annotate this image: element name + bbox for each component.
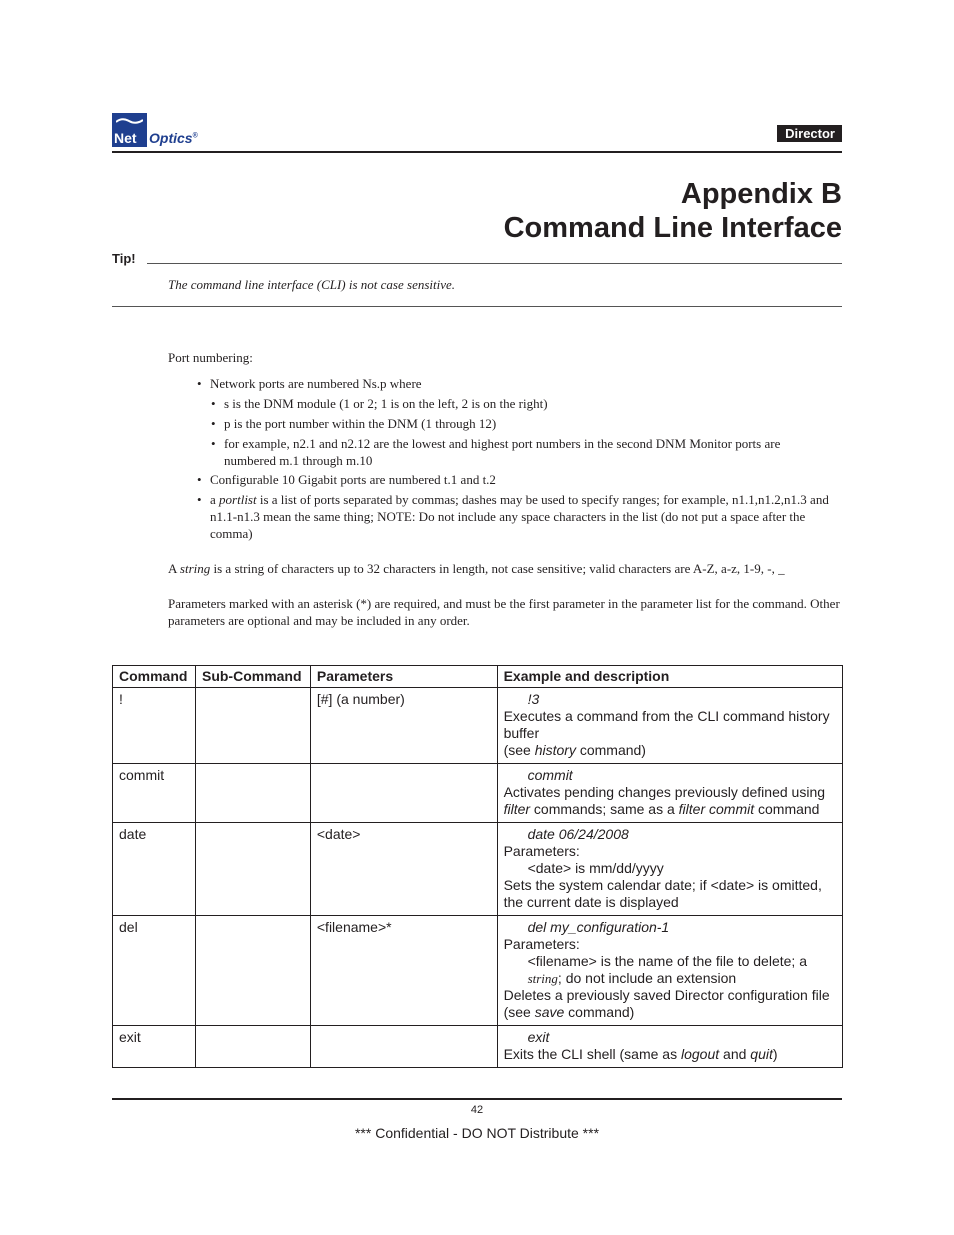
bullet-text: Network ports are numbered Ns.p where xyxy=(210,376,422,391)
page-number: 42 xyxy=(470,1104,484,1116)
table-row xyxy=(113,823,843,916)
parameter-detail-cont: string; do not include an extension xyxy=(527,970,737,986)
col-header-subcommand: Sub-Command xyxy=(195,666,310,688)
footer-rule xyxy=(112,1098,842,1100)
header-rule xyxy=(112,151,842,153)
table-header-row xyxy=(113,666,843,688)
example-text: exit xyxy=(527,1029,550,1045)
table-row xyxy=(113,764,843,823)
cell-subcommand xyxy=(195,916,310,1026)
product-badge: Director xyxy=(777,125,842,142)
bullet-text: Configurable 10 Gigabit ports are numbered t.1 and t.2 xyxy=(210,472,496,487)
logo-net-text: Net xyxy=(114,130,137,146)
parameter-detail: <date> is mm/dd/yyyy xyxy=(527,860,664,876)
cell-command: exit xyxy=(113,1026,196,1068)
title-line-2: Command Line Interface xyxy=(503,212,842,244)
cell-subcommand xyxy=(195,823,310,916)
tip-text: The command line interface (CLI) is not case sensitive. xyxy=(168,277,456,292)
example-text: date 06/24/2008 xyxy=(527,826,629,842)
title-line-1: Appendix B xyxy=(680,178,842,210)
cell-command: del xyxy=(113,916,196,1026)
parameter-detail: <filename> is the name of the file to delete; a xyxy=(527,953,807,969)
parameters-note: Parameters marked with an asterisk (*) are required, and must be the first parameter in the parameter list for the command. Other parameters are optional and may be included in any order. xyxy=(168,596,840,628)
description-text: Executes a command from the CLI command history buffer xyxy=(503,708,830,741)
wave-icon xyxy=(116,117,143,125)
example-text: commit xyxy=(527,767,573,783)
tip-rule-bottom xyxy=(112,306,842,307)
cell-parameters xyxy=(310,764,497,823)
table-row xyxy=(113,1026,843,1068)
table-row xyxy=(113,916,843,1026)
cell-example xyxy=(497,764,842,823)
cell-parameters: [#] (a number) xyxy=(310,688,497,764)
string-definition: A string is a string of characters up to 32 characters in length, not case sensitive; valid characters are A-Z, a-z, 1-9, -, _ xyxy=(168,561,785,576)
confidential-notice: *** Confidential - DO NOT Distribute *** xyxy=(354,1125,600,1141)
cell-parameters xyxy=(310,1026,497,1068)
page-title xyxy=(504,177,842,245)
col-header-parameters: Parameters xyxy=(310,666,497,688)
cell-example xyxy=(497,916,842,1026)
cell-subcommand xyxy=(195,764,310,823)
cli-command-table xyxy=(112,665,843,1068)
col-header-example: Example and description xyxy=(497,666,842,688)
description-ref: (see save command) xyxy=(503,1004,635,1020)
cell-parameters: <filename>* xyxy=(310,916,497,1026)
bullet-network-ports: • Network ports are numbered Ns.p where xyxy=(197,376,422,391)
cell-subcommand xyxy=(195,688,310,764)
portlist-term: portlist xyxy=(219,492,257,507)
bullet-text: for example, n2.1 and n2.12 are the lowest and highest port numbers in the second DNM Monitor ports are numbered m.1 through m.10 xyxy=(224,436,781,468)
bullet-text: s is the DNM module (1 or 2; 1 is on the left, 2 is on the right) xyxy=(224,396,548,411)
string-term: string xyxy=(179,561,211,576)
cell-parameters: <date> xyxy=(310,823,497,916)
cell-command: ! xyxy=(113,688,196,764)
description-text: Activates pending changes previously defined using filter commands; same as a filter commit command xyxy=(503,784,826,817)
bullet-portlist: • a portlist is a list of ports separated by commas; dashes may be used to specify ranges; for example, n1.1,n1.2,n1.3 and n1.1-n1.3 mean the same thing; NOTE: Do not include any space characters in the list (do not put a space after the comma) xyxy=(197,492,829,541)
bullet-text: p is the port number within the DNM (1 through 12) xyxy=(224,416,497,431)
cell-example xyxy=(497,823,842,916)
example-text: del my_configuration-1 xyxy=(527,919,670,935)
cell-example xyxy=(497,688,842,764)
port-numbering-heading: Port numbering: xyxy=(168,350,253,365)
col-header-command: Command xyxy=(113,666,196,688)
logo-optics-text: Optics® xyxy=(149,130,198,146)
cell-example xyxy=(497,1026,842,1068)
description-text: Sets the system calendar date; if <date> is omitted, the current date is displayed xyxy=(503,877,822,910)
bullet-example: • for example, n2.1 and n2.12 are the lowest and highest port numbers in the second DNM Monitor ports are numbered m.1 through m.10 xyxy=(211,436,781,468)
cell-command: commit xyxy=(113,764,196,823)
parameters-label: Parameters: xyxy=(503,936,580,952)
description-ref: (see history command) xyxy=(503,742,646,758)
tip-label: Tip! xyxy=(112,251,136,266)
bullet-s-module: • s is the DNM module (1 or 2; 1 is on the left, 2 is on the right) xyxy=(211,396,548,411)
logo-mark xyxy=(112,113,147,147)
net-optics-logo xyxy=(112,113,212,147)
cell-command: date xyxy=(113,823,196,916)
description-text: Exits the CLI shell (same as logout and quit) xyxy=(503,1046,778,1062)
parameters-label: Parameters: xyxy=(503,843,580,859)
table-row xyxy=(113,688,843,764)
description-text: Deletes a previously saved Director configuration file xyxy=(503,987,830,1003)
bullet-10g-ports: • Configurable 10 Gigabit ports are numbered t.1 and t.2 xyxy=(197,472,496,487)
bullet-p-port: • p is the port number within the DNM (1 through 12) xyxy=(211,416,497,431)
example-text: !3 xyxy=(527,691,540,707)
tip-rule-top xyxy=(147,263,842,264)
cell-subcommand xyxy=(195,1026,310,1068)
